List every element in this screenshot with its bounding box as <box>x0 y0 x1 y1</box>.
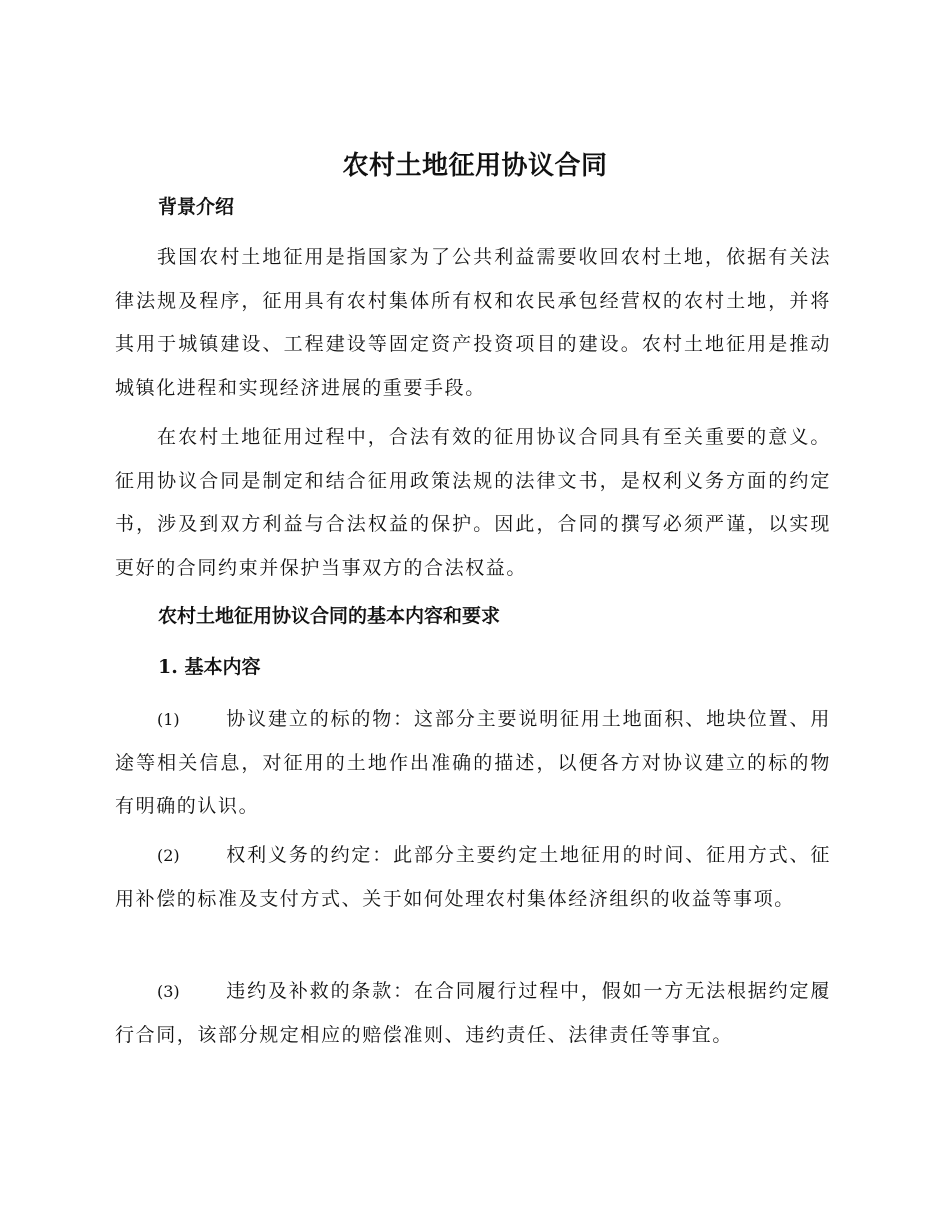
list-item-text: 违约及补救的条款：在合同履行过程中，假如一方无法根据约定履行合同，该部分规定相应的赔偿准则、违约责任、法律责任等事宜。 <box>115 980 831 1046</box>
list-item-text: 协议建立的标的物：这部分主要说明征用土地面积、地块位置、用途等相关信息，对征用的土地作出准确的描述，以便各方对协议建立的标的物有明确的认识。 <box>115 708 831 817</box>
subheading-basic-content: 1. 基本内容 <box>158 656 261 678</box>
section-heading-background: 背景介绍 <box>158 196 235 218</box>
list-item-number: (1) <box>157 710 180 729</box>
list-item-text: 权利义务的约定：此部分主要约定土地征用的时间、征用方式、征用补偿的标准及支付方式、关于如何处理农村集体经济组织的收益等事项。 <box>115 844 831 910</box>
list-item <box>115 970 831 1057</box>
list-item <box>115 834 831 921</box>
list-item-number: (3) <box>157 982 180 1001</box>
list-item <box>115 698 831 829</box>
document-title: 农村土地征用协议合同 <box>342 151 608 181</box>
list-item-number: (2) <box>157 846 180 865</box>
paragraph-background-2: 在农村土地征用过程中，合法有效的征用协议合同具有至关重要的意义。征用协议合同是制定和结合征用政策法规的法律文书，是权利义务方面的约定书，涉及到双方利益与合法权益的保护。因此，合同的撰写必须严谨，以实现更好的合同约束并保护当事双方的合法权益。 <box>115 426 831 579</box>
section-heading-content: 农村土地征用协议合同的基本内容和要求 <box>158 605 501 627</box>
paragraph-background-1: 我国农村土地征用是指国家为了公共利益需要收回农村土地，依据有关法律法规及程序，征用具有农村集体所有权和农民承包经营权的农村土地，并将其用于城镇建设、工程建设等固定资产投资项目的建设。农村土地征用是推动城镇化进程和实现经济进展的重要手段。 <box>115 246 831 399</box>
